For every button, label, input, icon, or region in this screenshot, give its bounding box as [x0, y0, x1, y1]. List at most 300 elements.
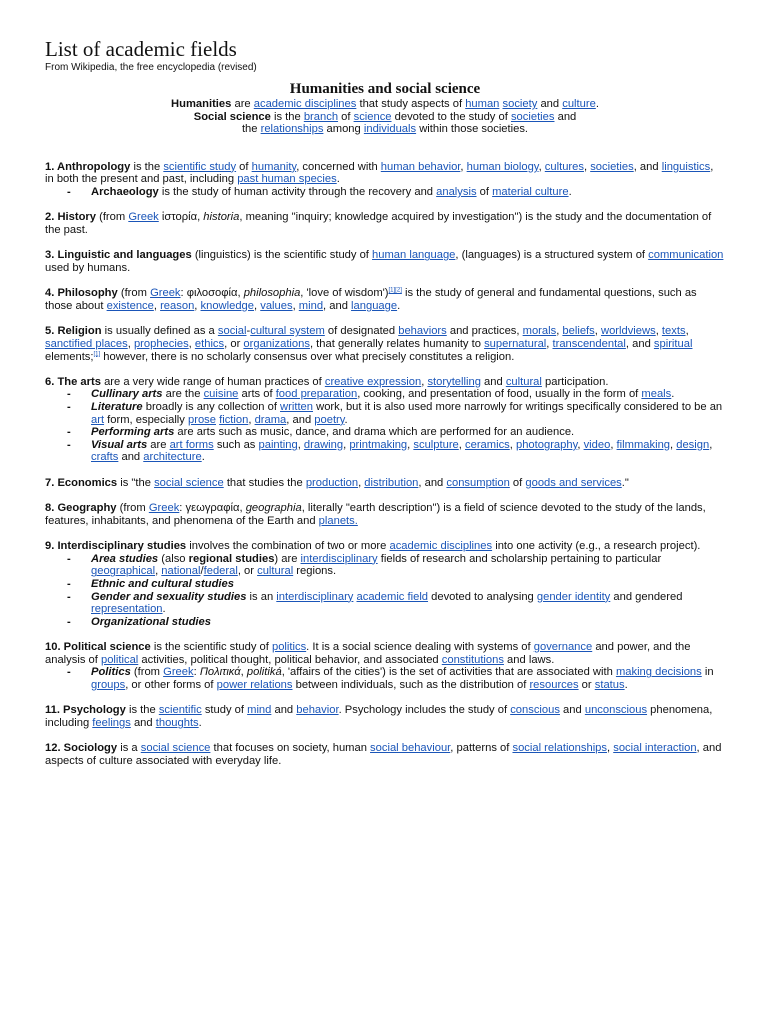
text: . It is a social science dealing with systems of: [306, 641, 534, 654]
link-supernatural[interactable]: supernatural: [484, 337, 547, 350]
link-scientific[interactable]: scientific: [158, 704, 202, 717]
link-branch[interactable]: branch: [303, 110, 339, 123]
text: ,: [709, 438, 713, 451]
text: (from: [116, 502, 149, 515]
text: ,: [155, 565, 162, 578]
field-paragraph: [45, 540, 725, 553]
text: in: [701, 666, 714, 679]
subterm-performing-arts: Performing arts: [91, 426, 175, 439]
link-society[interactable]: society: [502, 98, 538, 110]
italic-text: philosophia: [243, 287, 301, 300]
link-fiction[interactable]: fiction: [219, 413, 249, 426]
link-planets[interactable]: planets.: [318, 514, 358, 527]
text: ,: [460, 160, 467, 173]
text: ,: [297, 438, 304, 451]
text: , and: [286, 413, 315, 426]
link-geographical[interactable]: geographical: [91, 565, 156, 578]
text: and: [537, 98, 563, 110]
link-cultural-system[interactable]: cultural system: [250, 325, 325, 338]
field-section: [45, 477, 725, 490]
term-6-the-arts: 6. The arts: [45, 375, 101, 388]
text: .: [397, 299, 401, 312]
text: -: [246, 325, 251, 338]
subfield-item: [91, 388, 725, 401]
link-transcendental[interactable]: transcendental: [552, 337, 626, 350]
term-11-psychology: 11. Psychology: [45, 704, 126, 717]
link-unconscious[interactable]: unconscious: [584, 704, 648, 717]
text: , and aspects of culture associated with everyday life.: [45, 742, 722, 767]
text: form, especially: [104, 413, 188, 426]
text: is a: [117, 742, 141, 755]
link-communication[interactable]: communication: [648, 249, 724, 262]
text: phenomena, including: [45, 704, 713, 729]
subfield-list: [45, 388, 725, 464]
intro-block: [45, 98, 725, 136]
text: are a very wide range of human practices of: [100, 375, 325, 388]
text: used by humans.: [45, 261, 131, 274]
text: and: [130, 716, 156, 729]
text: and: [271, 704, 297, 717]
field-list: [45, 161, 725, 768]
text: participation.: [541, 375, 609, 388]
link-crafts[interactable]: crafts: [91, 451, 119, 464]
text: ,: [685, 325, 689, 338]
text: and power, and the analysis of: [45, 641, 691, 666]
link-feelings[interactable]: feelings: [92, 716, 131, 729]
text: .: [162, 603, 166, 616]
text: ,: [248, 413, 255, 426]
link-storytelling[interactable]: storytelling: [427, 375, 481, 388]
text: , or other forms of: [125, 678, 217, 691]
text: is an: [246, 590, 277, 603]
term-8-geography: 8. Geography: [45, 502, 117, 515]
link-constitutions[interactable]: constitutions: [441, 653, 504, 666]
text: and laws.: [503, 653, 555, 666]
italic-text: Πολιτικά: [199, 666, 241, 679]
link-prophecies[interactable]: prophecies: [133, 337, 189, 350]
text: among: [323, 123, 364, 136]
link-cultural[interactable]: cultural: [505, 375, 542, 388]
link-sculpture[interactable]: sculpture: [413, 438, 459, 451]
citation-link[interactable]: [1][2]: [388, 287, 402, 294]
link-art[interactable]: art: [91, 413, 105, 426]
link-relationships[interactable]: relationships: [260, 123, 324, 136]
subfield-item: [91, 578, 725, 591]
link-greek[interactable]: Greek: [163, 666, 194, 679]
link-production[interactable]: production: [305, 476, 359, 489]
text: .": [621, 476, 629, 489]
term-5-religion: 5. Religion: [45, 325, 102, 338]
citation-link[interactable]: [1]: [93, 350, 101, 357]
text: of: [236, 160, 252, 173]
link-social-relationships[interactable]: social relationships: [512, 742, 607, 755]
link-morals[interactable]: morals: [522, 325, 557, 338]
text: study of: [201, 704, 248, 717]
text: that studies the: [223, 476, 306, 489]
text: such as: [213, 438, 259, 451]
text: , (languages) is a structured system of: [455, 249, 649, 262]
link-scientific-study[interactable]: scientific study: [163, 160, 237, 173]
link-governance[interactable]: governance: [533, 641, 593, 654]
text: and: [559, 704, 585, 717]
text: however, there is no scholarly consensus over what precisely constitutes a religion.: [100, 350, 515, 363]
link-architecture[interactable]: architecture: [143, 451, 202, 464]
text: :: [193, 666, 200, 679]
text: of: [338, 110, 354, 123]
link-societies[interactable]: societies: [590, 160, 634, 173]
subfield-list: [45, 186, 725, 199]
field-paragraph: [45, 325, 725, 363]
field-paragraph: [45, 704, 725, 729]
text: (from: [95, 211, 129, 224]
link-painting[interactable]: painting: [258, 438, 298, 451]
text: ,: [421, 375, 428, 388]
link-linguistics[interactable]: linguistics: [661, 160, 711, 173]
text: ,: [655, 325, 662, 338]
subfield-item: [91, 186, 725, 199]
text: that focuses on society, human: [210, 742, 371, 755]
italic-text: geographia: [245, 502, 302, 515]
link-behavior[interactable]: behavior: [296, 704, 339, 717]
link-analysis[interactable]: analysis: [436, 185, 477, 198]
term-archaeology: Archaeology: [91, 185, 159, 198]
link-filmmaking[interactable]: filmmaking: [616, 438, 671, 451]
link-resources[interactable]: resources: [529, 678, 579, 691]
text: ,: [546, 337, 553, 350]
field-section: [45, 249, 725, 274]
italic-text: politiká: [246, 666, 282, 679]
text: into one activity (e.g., a research project).: [492, 540, 701, 553]
text: ,: [509, 438, 516, 451]
link-science[interactable]: science: [353, 110, 392, 123]
text: ,: [343, 438, 350, 451]
text: are arts such as music, dance, and drama which are performed for an audience.: [174, 426, 575, 439]
link-humanity[interactable]: humanity: [251, 160, 297, 173]
text: are the: [162, 388, 204, 401]
italic-text: historia: [203, 211, 240, 224]
subfield-item: [91, 439, 725, 464]
link-mind[interactable]: mind: [247, 704, 272, 717]
link-creative-expression[interactable]: creative expression: [324, 375, 422, 388]
text: , and: [323, 299, 352, 312]
text: .: [624, 678, 628, 691]
text: ,: [577, 438, 584, 451]
text: .: [198, 716, 202, 729]
text: /: [200, 565, 204, 578]
subterm-cullinary-arts: Cullinary arts: [91, 388, 163, 401]
link-poetry[interactable]: poetry: [314, 413, 345, 426]
link-distribution[interactable]: distribution: [364, 476, 419, 489]
text: .: [595, 98, 599, 110]
text: that study aspects of: [356, 98, 466, 110]
link-conscious[interactable]: conscious: [510, 704, 560, 717]
link-societies[interactable]: societies: [510, 110, 555, 123]
text: ,: [292, 299, 299, 312]
text: between individuals, such as the distribution of: [292, 678, 530, 691]
link-greek[interactable]: Greek: [128, 211, 159, 224]
text: , patterns of: [450, 742, 513, 755]
field-section: [45, 502, 725, 527]
text: and: [554, 110, 577, 123]
text: (also: [158, 552, 189, 565]
text: ,: [240, 666, 247, 679]
field-section: [45, 161, 725, 199]
text: within those societies.: [416, 123, 529, 136]
text: , 'affairs of the cities') is the set of activities that are associated with: [281, 666, 616, 679]
subterm-visual-arts: Visual arts: [91, 438, 148, 451]
link-ceramics[interactable]: ceramics: [465, 438, 510, 451]
link-language[interactable]: language: [351, 299, 398, 312]
text: ,: [358, 476, 365, 489]
field-section: [45, 287, 725, 312]
term-1-anthropology: 1. Anthropology: [45, 160, 131, 173]
link-drawing[interactable]: drawing: [303, 438, 344, 451]
text: ,: [188, 337, 195, 350]
subfield-item: [91, 666, 725, 691]
text: is the study of general and fundamental questions, such as those about: [45, 287, 697, 312]
text: arts of: [238, 388, 276, 401]
link-beliefs[interactable]: beliefs: [562, 325, 595, 338]
link-behaviors[interactable]: behaviors: [398, 325, 447, 338]
link-human-language[interactable]: human language: [372, 249, 456, 262]
link-organizations[interactable]: organizations: [243, 337, 310, 350]
intro-line: [45, 98, 725, 111]
subfield-item: [91, 426, 725, 439]
link-video[interactable]: video: [583, 438, 611, 451]
text: ,: [583, 160, 591, 173]
document-page: [45, 36, 725, 768]
link-making-decisions[interactable]: making decisions: [615, 666, 702, 679]
link-academic-field[interactable]: academic field: [356, 590, 429, 603]
subterm-area-studies: Area studies: [91, 552, 159, 565]
text: . Psychology includes the study of: [338, 704, 511, 717]
text: , or: [224, 337, 244, 350]
subfield-item: [91, 616, 725, 629]
text: is the study of human activity through the recovery and: [158, 185, 437, 198]
field-paragraph: [45, 211, 725, 236]
subfield-item: [91, 591, 725, 616]
text: and: [118, 451, 144, 464]
text: .: [336, 173, 340, 186]
field-section: [45, 704, 725, 729]
link-gender-identity[interactable]: gender identity: [536, 590, 611, 603]
link-worldviews[interactable]: worldviews: [600, 325, 656, 338]
link-culture[interactable]: culture: [562, 98, 596, 110]
link-thoughts[interactable]: thoughts: [155, 716, 199, 729]
subfield-item: [91, 401, 725, 426]
text: involves the combination of two or more: [186, 540, 390, 553]
text: , literally "earth description") is a field of science devoted to the study of the lands, features, inhabitants, and phenomena of the Earth and: [45, 502, 706, 527]
link-national[interactable]: national: [161, 565, 201, 578]
text: .: [344, 413, 348, 426]
text: fields of research and scholarship pertaining to particular: [377, 552, 662, 565]
term-2-history: 2. History: [45, 211, 96, 224]
text: of designated: [324, 325, 399, 338]
subterm-ethnic-and-cultural-studies: Ethnic and cultural studies: [91, 578, 234, 590]
field-paragraph: [45, 477, 725, 490]
page-subtitle: From Wikipedia, the free encyclopedia (revised): [45, 62, 257, 73]
text: devoted to analysing: [428, 590, 537, 603]
text: , in both the present and past, including: [45, 160, 714, 186]
link-texts[interactable]: texts: [661, 325, 686, 338]
link-cultural[interactable]: cultural: [257, 565, 294, 578]
text: , meaning "inquiry; knowledge acquired by investigation") is the study and the documentation of the past.: [45, 211, 712, 236]
link-meals[interactable]: meals: [641, 388, 672, 401]
link-federal[interactable]: federal: [203, 565, 238, 578]
text: (from: [117, 287, 151, 300]
link-design[interactable]: design: [676, 438, 710, 451]
link-human[interactable]: human: [465, 98, 500, 110]
text: ,: [594, 325, 601, 338]
link-past-human-species[interactable]: past human species: [237, 173, 337, 186]
link-mind[interactable]: mind: [298, 299, 324, 312]
link-drama[interactable]: drama: [254, 413, 287, 426]
text: ,: [127, 337, 134, 350]
subterm-gender-and-sexuality-studies: Gender and sexuality studies: [91, 590, 247, 603]
link-food-preparation[interactable]: food preparation: [275, 388, 358, 401]
link-existence[interactable]: existence: [106, 299, 154, 312]
term-10-political-science: 10. Political science: [45, 641, 151, 654]
link-status[interactable]: status: [594, 678, 625, 691]
link-political[interactable]: political: [100, 653, 139, 666]
page-title: List of academic fields: [45, 37, 237, 61]
link-social[interactable]: social: [217, 325, 247, 338]
text: ,: [254, 299, 261, 312]
link-representation[interactable]: representation: [91, 603, 163, 616]
text: .: [201, 451, 205, 464]
field-paragraph: [45, 287, 725, 312]
text: , and: [418, 476, 447, 489]
link-sanctified-places[interactable]: sanctified places: [45, 337, 128, 350]
term-social-science: Social science: [193, 110, 271, 123]
link-ethics[interactable]: ethics: [194, 337, 225, 350]
field-paragraph: [45, 641, 725, 666]
term-7-economics: 7. Economics: [45, 476, 118, 489]
link-social-behaviour[interactable]: social behaviour: [370, 742, 451, 755]
text: of: [509, 476, 526, 489]
text: (from: [130, 666, 164, 679]
link-power-relations[interactable]: power relations: [216, 678, 293, 691]
link-art-forms[interactable]: art forms: [169, 438, 214, 451]
link-prose[interactable]: prose: [188, 413, 216, 426]
text: of: [476, 185, 493, 198]
text: ἱστορία,: [158, 211, 204, 224]
link-groups[interactable]: groups: [91, 678, 126, 691]
link-politics[interactable]: politics: [271, 641, 307, 654]
text: , and: [633, 160, 662, 173]
subterm-politics: Politics: [91, 666, 131, 679]
link-academic-disciplines[interactable]: academic disciplines: [389, 540, 493, 553]
text: is usually defined as a: [101, 325, 218, 338]
text: is "the: [117, 476, 155, 489]
field-section: [45, 376, 725, 464]
text: ,: [153, 299, 161, 312]
link-reason[interactable]: reason: [160, 299, 195, 312]
field-paragraph: [45, 502, 725, 527]
link-spiritual[interactable]: spiritual: [653, 337, 693, 350]
text: : φιλοσοφία,: [180, 287, 244, 300]
subfield-list: [45, 553, 725, 629]
text: , or: [237, 565, 258, 578]
link-printmaking[interactable]: printmaking: [349, 438, 408, 451]
text: ,: [670, 438, 677, 451]
text: and: [480, 375, 506, 388]
link-cultures[interactable]: cultures: [544, 160, 584, 173]
text: broadly is any collection of: [142, 401, 281, 414]
field-section: [45, 325, 725, 363]
link-written[interactable]: written: [280, 401, 313, 414]
link-greek[interactable]: Greek: [148, 502, 180, 515]
field-paragraph: [45, 376, 725, 389]
text: .: [671, 388, 675, 401]
link-social-interaction[interactable]: social interaction: [613, 742, 697, 755]
link-cuisine[interactable]: cuisine: [203, 388, 239, 401]
text: , concerned with: [296, 160, 381, 173]
field-section: [45, 211, 725, 236]
link-consumption[interactable]: consumption: [446, 476, 510, 489]
link-interdisciplinary[interactable]: interdisciplinary: [276, 590, 354, 603]
text: , 'love of wisdom'): [300, 287, 389, 300]
text: activities, political thought, political behavior, and associated: [138, 653, 442, 666]
link-human-biology[interactable]: human biology: [466, 160, 539, 173]
text: , and: [625, 337, 654, 350]
term-regional-studies: regional studies: [188, 552, 275, 565]
subfield-list: [45, 666, 725, 691]
link-human-behavior[interactable]: human behavior: [380, 160, 461, 173]
term-9-interdisciplinary-studies: 9. Interdisciplinary studies: [45, 540, 187, 553]
link-knowledge[interactable]: knowledge: [200, 299, 255, 312]
text: the: [241, 123, 261, 136]
intro-line: [45, 123, 725, 136]
text: (linguistics) is the scientific study of: [191, 249, 373, 262]
link-interdisciplinary[interactable]: interdisciplinary: [300, 552, 378, 565]
field-section: [45, 641, 725, 691]
text: and gendered: [610, 590, 683, 603]
link-social-science[interactable]: social science: [140, 742, 211, 755]
link-social-science[interactable]: social science: [154, 476, 224, 489]
text: devoted to the study of: [391, 110, 511, 123]
text: , that generally relates humanity to: [309, 337, 485, 350]
term-4-philosophy: 4. Philosophy: [45, 287, 118, 300]
field-paragraph: [45, 249, 725, 274]
link-material-culture[interactable]: material culture: [492, 185, 569, 198]
text: or: [578, 678, 595, 691]
text: , cooking, and presentation of food, usually in the form of: [357, 388, 642, 401]
text: : γεωγραφία,: [179, 502, 246, 515]
link-values[interactable]: values: [260, 299, 293, 312]
link-greek[interactable]: Greek: [150, 287, 181, 300]
text: .: [568, 185, 572, 198]
subterm-organizational-studies: Organizational studies: [91, 615, 211, 628]
link-academic-disciplines[interactable]: academic disciplines: [253, 98, 357, 110]
link-photography[interactable]: photography: [515, 438, 578, 451]
text: ,: [538, 160, 545, 173]
link-individuals[interactable]: individuals: [363, 123, 417, 136]
text: ) are: [274, 552, 301, 565]
text: is the scientific study of: [150, 641, 272, 654]
field-paragraph: [45, 742, 725, 767]
intro-line: [45, 111, 725, 124]
text: is the: [270, 110, 304, 123]
term-3-linguistic-and-languages: 3. Linguistic and languages: [45, 249, 192, 262]
text: ,: [610, 438, 617, 451]
term-12-sociology: 12. Sociology: [45, 742, 118, 755]
text: and practices,: [446, 325, 523, 338]
subfield-item: [91, 553, 725, 578]
link-goods-and-services[interactable]: goods and services: [525, 476, 622, 489]
term-humanities: Humanities: [171, 98, 232, 110]
text: regions.: [293, 565, 337, 578]
